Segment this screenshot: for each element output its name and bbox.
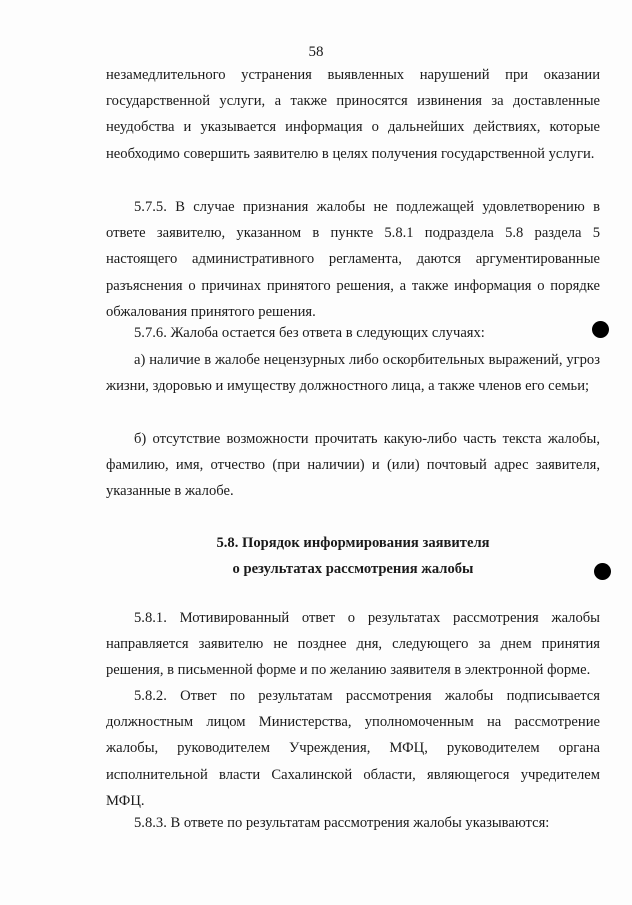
punch-hole-mark xyxy=(594,563,611,580)
paragraph-text: а) наличие в жалобе нецензурных либо оскорбительных выражений, угроз жизни, здоровью и имуществу должностного лица, а также членов его семьи; xyxy=(106,352,600,395)
paragraph-text: незамедлительного устранения выявленных нарушений при оказании государственной услуги, а также приносятся извинения за доставленные неудобства и указывается информация о дальнейших действиях, которые необходимо совершить заявителю в целях получения государственной услуги. xyxy=(106,67,600,162)
punch-hole-mark xyxy=(592,321,609,338)
paragraph-5-7-6 xyxy=(106,320,600,346)
paragraph-5-7-5 xyxy=(106,194,600,325)
section-heading-line-2: о результатах рассмотрения жалобы xyxy=(232,561,474,577)
paragraph-continuation xyxy=(106,62,600,167)
page-number: 58 xyxy=(308,44,324,60)
list-item-a xyxy=(106,347,600,399)
paragraph-text: 5.7.5. В случае признания жалобы не подлежащей удовлетворению в ответе заявителю, указанном в пункте 5.8.1 подраздела 5.8 раздела 5 настоящего административного регламента, даются аргументированные разъяснения о причинах принятого решения, а также информация о порядке обжалования принятого решения. xyxy=(106,199,600,320)
paragraph-text: 5.8.3. В ответе по результатам рассмотрения жалобы указываются: xyxy=(134,815,550,831)
paragraph-text: 5.7.6. Жалоба остается без ответа в следующих случаях: xyxy=(134,325,485,341)
paragraph-5-8-2 xyxy=(106,683,600,814)
paragraph-5-8-1 xyxy=(106,605,600,684)
paragraph-text: 5.8.2. Ответ по результатам рассмотрения жалобы подписывается должностным лицом Министерства, уполномоченным на рассмотрение жалобы, руководителем Учреждения, МФЦ, руководителем органа исполнительной власти Сахалинской области, являющегося учредителем МФЦ. xyxy=(106,688,600,809)
paragraph-text: 5.8.1. Мотивированный ответ о результатах рассмотрения жалобы направляется заявителю не позднее дня, следующего за днем принятия решения, в письменной форме и по желанию заявителя в электронной форме. xyxy=(106,610,600,679)
list-item-b xyxy=(106,426,600,505)
paragraph-text: б) отсутствие возможности прочитать какую-либо часть текста жалобы, фамилию, имя, отчество (при наличии) и (или) почтовый адрес заявителя, указанные в жалобе. xyxy=(106,431,600,500)
paragraph-5-8-3 xyxy=(106,810,600,836)
section-heading-line-1: 5.8. Порядок информирования заявителя xyxy=(216,535,490,551)
